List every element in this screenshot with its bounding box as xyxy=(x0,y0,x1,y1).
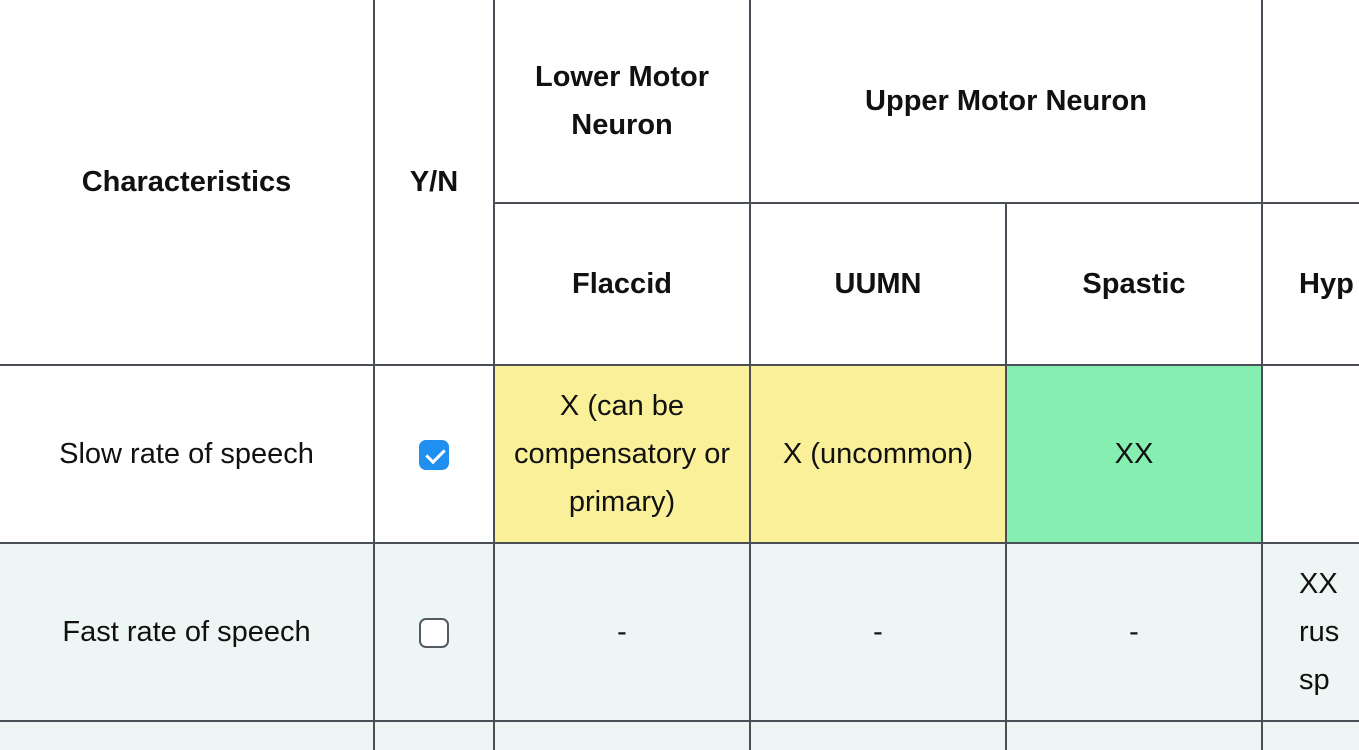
slow-rate-checkbox[interactable] xyxy=(419,440,449,470)
header-lower-motor-neuron: Lower Motor Neuron xyxy=(494,0,750,203)
spastic-cell: - xyxy=(1006,543,1262,721)
yn-cell xyxy=(374,543,494,721)
yn-cell xyxy=(374,365,494,543)
hyp-line-1: XX xyxy=(1299,568,1338,600)
header-uumn: UUMN xyxy=(750,203,1006,365)
flaccid-cell xyxy=(494,721,750,750)
header-top-right-cell xyxy=(1262,0,1359,203)
spastic-cell xyxy=(1006,721,1262,750)
table-row xyxy=(0,365,1359,543)
spastic-cell: XX xyxy=(1006,365,1262,543)
table-row xyxy=(0,543,1359,721)
characteristic-cell: Slow rate of speech xyxy=(0,365,374,543)
hyp-cell xyxy=(1262,721,1359,750)
header-flaccid: Flaccid xyxy=(494,203,750,365)
uumn-cell xyxy=(750,721,1006,750)
header-yn: Y/N xyxy=(374,0,494,365)
table-row xyxy=(0,721,1359,750)
header-row-top xyxy=(0,0,1359,203)
header-upper-motor-neuron: Upper Motor Neuron xyxy=(750,0,1262,203)
header-characteristics: Characteristics xyxy=(0,0,374,365)
hyp-line-3: sp xyxy=(1299,664,1330,696)
uumn-cell: - xyxy=(750,543,1006,721)
hyp-cell xyxy=(1262,365,1359,543)
yn-cell xyxy=(374,721,494,750)
hyp-cell xyxy=(1262,543,1359,721)
fast-rate-checkbox[interactable] xyxy=(419,618,449,648)
flaccid-cell: - xyxy=(494,543,750,721)
characteristic-cell: Fast rate of speech xyxy=(0,543,374,721)
uumn-cell: X (uncommon) xyxy=(750,365,1006,543)
flaccid-cell: X (can be compensatory or primary) xyxy=(494,365,750,543)
characteristic-cell xyxy=(0,721,374,750)
header-spastic: Spastic xyxy=(1006,203,1262,365)
hyp-line-2: rus xyxy=(1299,616,1340,648)
checkmark-icon xyxy=(425,444,446,465)
header-hyp: Hyp xyxy=(1262,203,1359,365)
